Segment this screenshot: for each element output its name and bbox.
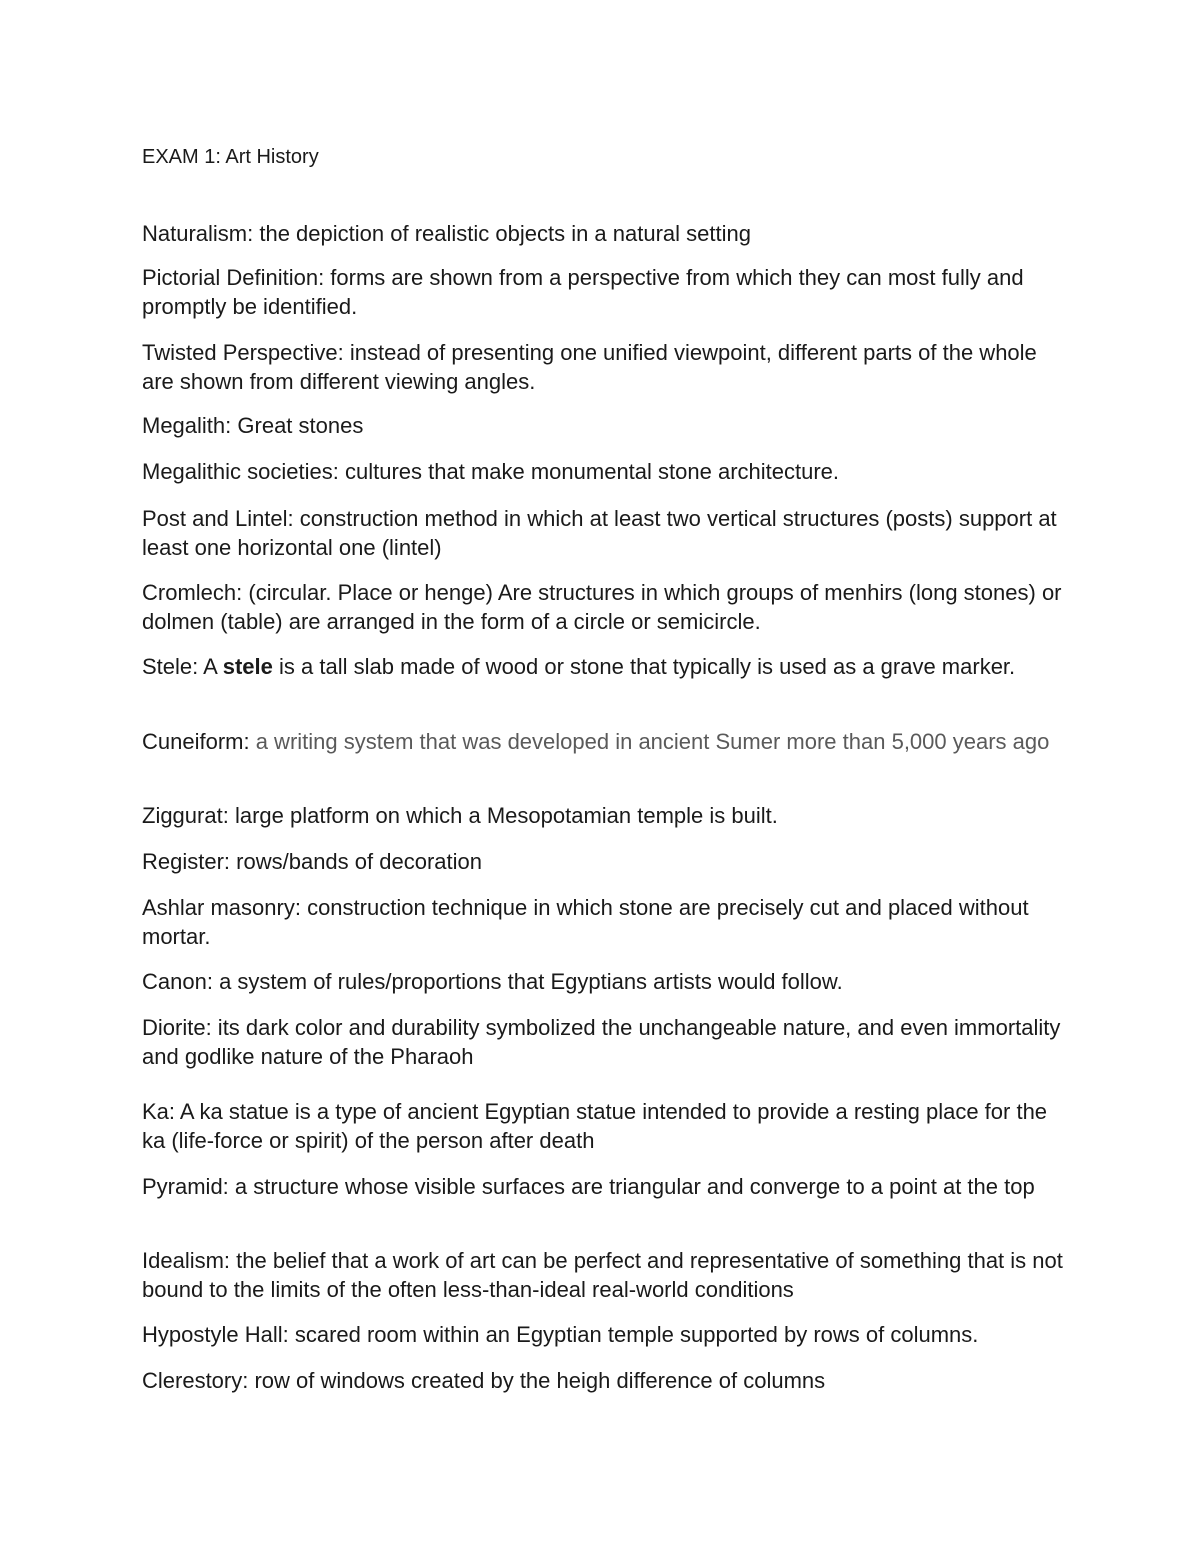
entry-term: Canon: [142,969,213,994]
entry-pictorial-definition [142,263,1072,321]
entry-definition-prefix: A [198,654,223,679]
entry-definition-bold: stele [222,654,273,679]
entry-definition: large platform on which a Mesopotamian temple is built. [228,803,778,828]
entry-twisted-perspective [142,338,1072,396]
entry-definition: construction method in which at least two vertical structures (posts) support at least one horizontal one (lintel) [142,506,1057,560]
entry-megalithic-societies [142,457,1072,486]
entry-term: Megalith: [142,413,232,438]
entry-term: Cromlech: [142,580,243,605]
entry-diorite [142,1013,1072,1071]
entry-term: Post and Lintel: [142,506,294,531]
entry-definition: the depiction of realistic objects in a natural setting [253,221,751,246]
entry-pyramid [142,1172,1072,1201]
entry-term: Megalithic societies: [142,459,339,484]
entry-term: Ziggurat: [142,803,229,828]
entry-idealism [142,1246,1072,1304]
entry-term: Pictorial Definition: [142,265,325,290]
entry-term: Ashlar masonry: [142,895,301,920]
document-title: EXAM 1: Art History [142,146,319,168]
entry-cuneiform [142,727,1072,756]
entry-definition: a structure whose visible surfaces are triangular and converge to a point at the top [228,1174,1035,1199]
entry-post-and-lintel [142,504,1072,562]
entry-definition: row of windows created by the heigh difference of columns [248,1368,826,1393]
entry-term: Twisted Perspective: [142,340,344,365]
entry-definition: its dark color and durability symbolized the unchangeable nature, and even immortality and godlike nature of the Pharaoh [142,1015,1061,1069]
entry-definition: is a tall slab made of wood or stone that typically is used as a grave marker. [272,654,1016,679]
entry-cromlech [142,578,1072,636]
entry-term: Stele: [142,654,199,679]
entry-definition: forms are shown from a perspective from which they can most fully and promptly be identified. [142,265,1024,319]
entry-definition: scared room within an Egyptian temple supported by rows of columns. [288,1322,979,1347]
entry-canon [142,967,1072,996]
entry-definition: A ka statue is a type of ancient Egyptian statue intended to provide a resting place for the ka (life-force or spirit) of the person after death [142,1099,1048,1153]
entry-term: Hypostyle Hall: [142,1322,289,1347]
entry-term: Diorite: [142,1015,212,1040]
entry-definition: construction technique in which stone are precisely cut and placed without mortar. [142,895,1029,949]
entry-term: Naturalism: [142,221,254,246]
entry-definition: Great stones [231,413,364,438]
entry-ziggurat [142,801,1072,830]
entry-term: Pyramid: [142,1174,229,1199]
entry-term: Register: [142,849,231,874]
entry-definition: a system of rules/proportions that Egyptians artists would follow. [212,969,843,994]
entry-term: Clerestory: [142,1368,249,1393]
entry-stele [142,652,1072,681]
entry-megalith [142,411,1072,440]
entry-register [142,847,1072,876]
entry-term: Ka: [142,1099,176,1124]
entry-term: Cuneiform: [142,729,250,754]
entry-clerestory [142,1366,1072,1395]
entry-definition: the belief that a work of art can be perfect and representative of something that is not bound to the limits of the often less-than-ideal real-world conditions [142,1248,1063,1302]
entry-naturalism [142,219,1072,248]
entry-definition: (circular. Place or henge) Are structures in which groups of menhirs (long stones) or dolmen (table) are arranged in the form of a circle or semicircle. [142,580,1062,634]
entry-definition: rows/bands of decoration [230,849,482,874]
entry-term: Idealism: [142,1248,231,1273]
entry-definition: a writing system that was developed in ancient Sumer more than 5,000 years ago [249,729,1050,754]
entry-ka [142,1097,1072,1155]
entry-hypostyle-hall [142,1320,1072,1349]
entry-ashlar-masonry [142,893,1072,951]
entry-definition: instead of presenting one unified viewpoint, different parts of the whole are shown from different viewing angles. [142,340,1037,394]
entry-definition: cultures that make monumental stone architecture. [338,459,840,484]
